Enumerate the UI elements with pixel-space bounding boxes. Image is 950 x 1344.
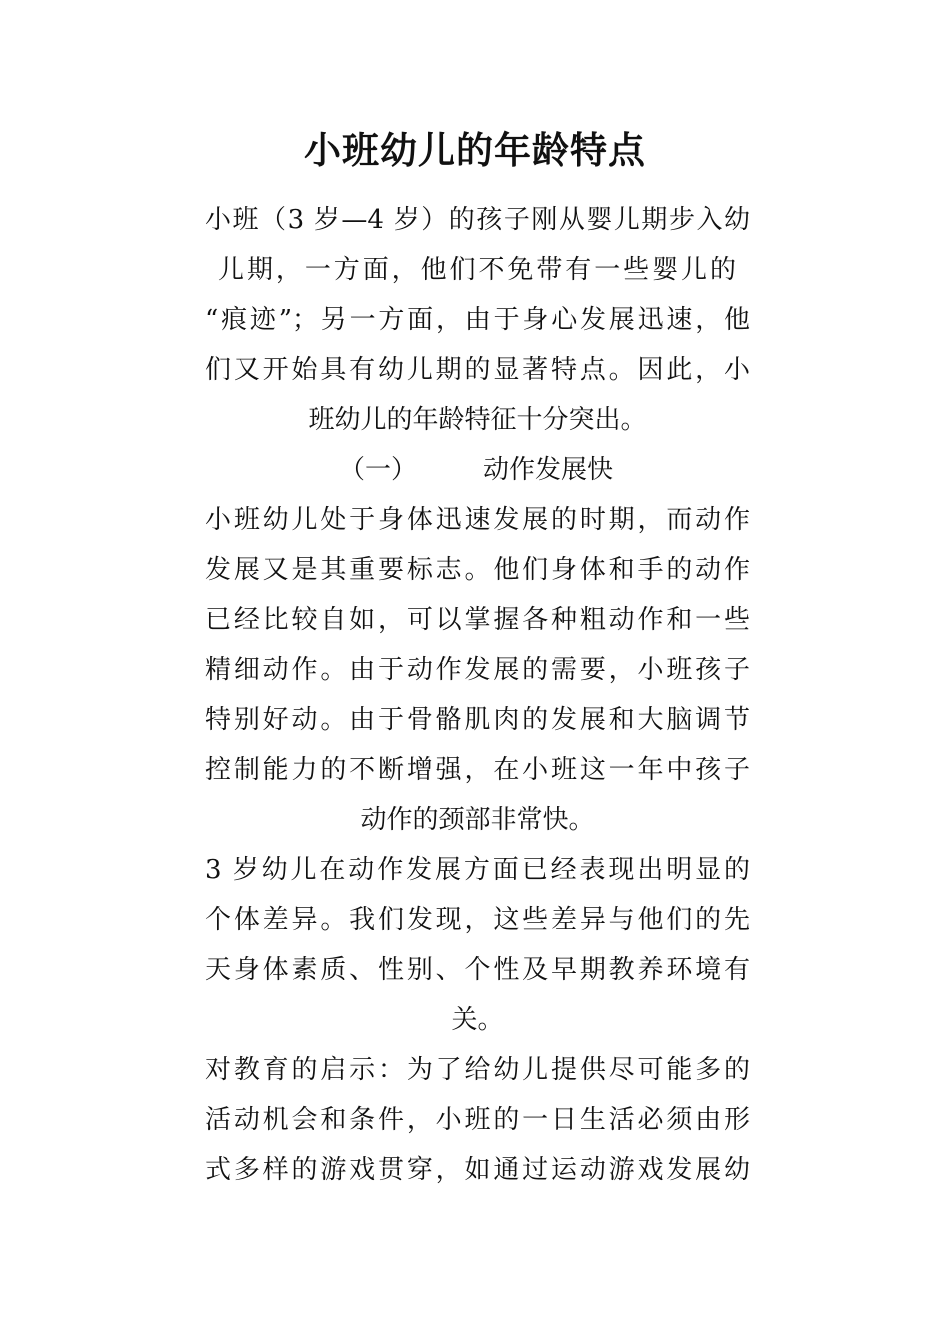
section-number: （一） [339, 455, 418, 485]
para2-line-2: 个体差异。我们发现，这些差异与他们的先 [205, 905, 750, 935]
para1-line-3: 已经比较自如，可以掌握各种粗动作和一些 [205, 605, 750, 635]
para1-line-5: 特别好动。由于骨骼肌肉的发展和大脑调节 [205, 705, 750, 735]
para2-line-1: 3 岁幼儿在动作发展方面已经表现出明显的 [205, 855, 750, 885]
para3-line-1: 对教育的启示：为了给幼儿提供尽可能多的 [205, 1055, 750, 1085]
intro-line-5: 班幼儿的年龄特征十分突出。 [308, 405, 647, 435]
intro-line-4: 们又开始具有幼儿期的显著特点。因此，小 [205, 355, 750, 385]
para1-line-2: 发展又是其重要标志。他们身体和手的动作 [205, 555, 750, 585]
para3-line-2: 活动机会和条件，小班的一日生活必须由形 [205, 1105, 750, 1135]
para2-line-3: 天身体素质、性别、个性及早期教养环境有 [205, 955, 750, 985]
para1-line-7: 动作的颈部非常快。 [360, 805, 595, 835]
section-title: 动作发展快 [483, 455, 614, 485]
document-title: 小班幼儿的年龄特点 [304, 128, 646, 172]
para2-line-4: 关。 [451, 1005, 504, 1035]
intro-line-3: “痕迹”；另一方面，由于身心发展迅速，他 [205, 305, 750, 335]
section-heading [205, 450, 750, 490]
para1-line-4: 精细动作。由于动作发展的需要，小班孩子 [205, 655, 750, 685]
para1-line-6: 控制能力的不断增强，在小班这一年中孩子 [205, 755, 750, 785]
intro-line-1: 小班（3 岁—4 岁）的孩子刚从婴儿期步入幼 [205, 205, 750, 235]
para1-line-1: 小班幼儿处于身体迅速发展的时期，而动作 [205, 505, 750, 535]
para3-line-3: 式多样的游戏贯穿，如通过运动游戏发展幼 [205, 1155, 750, 1185]
intro-line-2: 儿期，一方面，他们不免带有一些婴儿的 [218, 255, 736, 285]
